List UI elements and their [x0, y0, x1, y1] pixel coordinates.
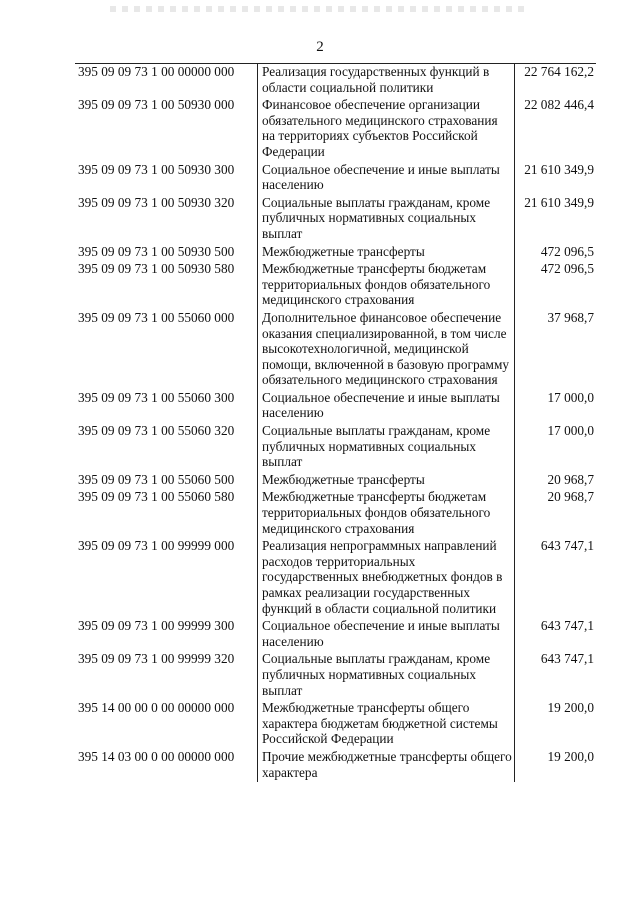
amount-cell: 17 000,0 [547, 423, 594, 439]
amount-cell: 472 096,5 [540, 243, 594, 259]
table-row [75, 195, 596, 244]
page-number: 2 [316, 39, 324, 55]
table-row [75, 700, 596, 749]
budget-code-cell: 395 09 09 73 1 00 00000 000 [75, 64, 258, 98]
table-row [75, 310, 596, 390]
amount-cell: 643 747,1 [540, 651, 594, 667]
table-row [75, 244, 596, 262]
description-cell: Социальные выплаты гражданам, кроме публичных нормативных социальных выплат [258, 195, 515, 244]
amount-cell: 21 610 349,9 [524, 194, 594, 210]
table-row [75, 472, 596, 490]
description-cell: Межбюджетные трансферты [258, 472, 515, 490]
amount-cell: 17 000,0 [547, 389, 594, 405]
description-cell: Межбюджетные трансферты [258, 244, 515, 262]
budget-code-cell: 395 14 03 00 0 00 00000 000 [78, 748, 235, 764]
budget-code-cell: 395 09 09 73 1 00 55060 320 [78, 423, 235, 439]
budget-code-cell: 395 09 09 73 1 00 99999 320 [78, 651, 235, 667]
table-row [75, 261, 596, 310]
table-row [75, 162, 596, 195]
amount-cell: 643 747,1 [540, 618, 594, 634]
description-cell: Социальное обеспечение и иные выплаты населению [258, 618, 515, 651]
description-cell: Социальное обеспечение и иные выплаты населению [258, 390, 515, 423]
budget-code-cell: 395 09 09 73 1 00 99999 300 [78, 618, 235, 634]
amount-cell: 22 082 446,4 [524, 97, 594, 113]
amount-cell: 643 747,1 [540, 538, 594, 554]
budget-code-cell: 395 09 09 73 1 00 50930 500 [78, 243, 235, 259]
budget-code-cell: 395 09 09 73 1 00 50930 300 [78, 161, 235, 177]
description-cell: Социальные выплаты гражданам, кроме публичных нормативных социальных выплат [258, 651, 515, 700]
budget-table-body [75, 64, 596, 783]
table-row [75, 749, 596, 782]
budget-code-cell: 395 09 09 73 1 00 99999 000 [78, 538, 235, 554]
budget-code-cell: 395 09 09 73 1 00 55060 000 [78, 309, 235, 325]
description-cell: Социальное обеспечение и иные выплаты населению [258, 162, 515, 195]
table-row [75, 538, 596, 618]
amount-cell: 21 610 349,9 [524, 161, 594, 177]
description-cell: Межбюджетные трансферты бюджетам территориальных фондов обязательного медицинского страхования [258, 261, 515, 310]
table-row [75, 423, 596, 472]
budget-code-cell: 395 09 09 73 1 00 50930 000 [78, 97, 235, 113]
amount-cell: 20 968,7 [547, 471, 594, 487]
scan-header-artifact [110, 6, 530, 12]
budget-code-cell: 395 09 09 73 1 00 55060 580 [78, 489, 235, 505]
table-row [75, 64, 596, 98]
amount-cell: 22 764 162,2 [515, 64, 597, 98]
description-cell: Реализация государственных функций в области социальной политики [258, 64, 515, 98]
budget-code-cell: 395 09 09 73 1 00 50930 320 [78, 194, 235, 210]
budget-table [75, 63, 596, 782]
table-row [75, 390, 596, 423]
budget-code-cell: 395 09 09 73 1 00 55060 300 [78, 389, 235, 405]
description-cell: Межбюджетные трансферты общего характера бюджетам бюджетной системы Российской Федерации [258, 700, 515, 749]
amount-cell: 19 200,0 [547, 748, 594, 764]
budget-code-cell: 395 09 09 73 1 00 55060 500 [78, 471, 235, 487]
table-row [75, 651, 596, 700]
table-row [75, 97, 596, 161]
table-row [75, 618, 596, 651]
description-cell: Реализация непрограммных направлений расходов территориальных государственных внебюджетных фондов в рамках реализации государственных функций в области социальной политики [258, 538, 515, 618]
amount-cell: 37 968,7 [547, 309, 594, 325]
description-cell: Социальные выплаты гражданам, кроме публичных нормативных социальных выплат [258, 423, 515, 472]
amount-cell: 19 200,0 [547, 700, 594, 716]
description-cell: Межбюджетные трансферты бюджетам территориальных фондов обязательного медицинского страхования [258, 489, 515, 538]
description-cell: Финансовое обеспечение организации обязательного медицинского страхования на территориях субъектов Российской Федерации [258, 97, 515, 161]
table-row [75, 489, 596, 538]
amount-cell: 20 968,7 [547, 489, 594, 505]
amount-cell: 472 096,5 [540, 261, 594, 277]
description-cell: Дополнительное финансовое обеспечение оказания специализированной, в том числе высокотехнологичной, медицинской помощи, включенной в базовую программу обязательного медицинского страхования [258, 310, 515, 390]
budget-code-cell: 395 09 09 73 1 00 50930 580 [78, 261, 235, 277]
description-cell: Прочие межбюджетные трансферты общего характера [258, 749, 515, 782]
budget-code-cell: 395 14 00 00 0 00 00000 000 [78, 700, 235, 716]
